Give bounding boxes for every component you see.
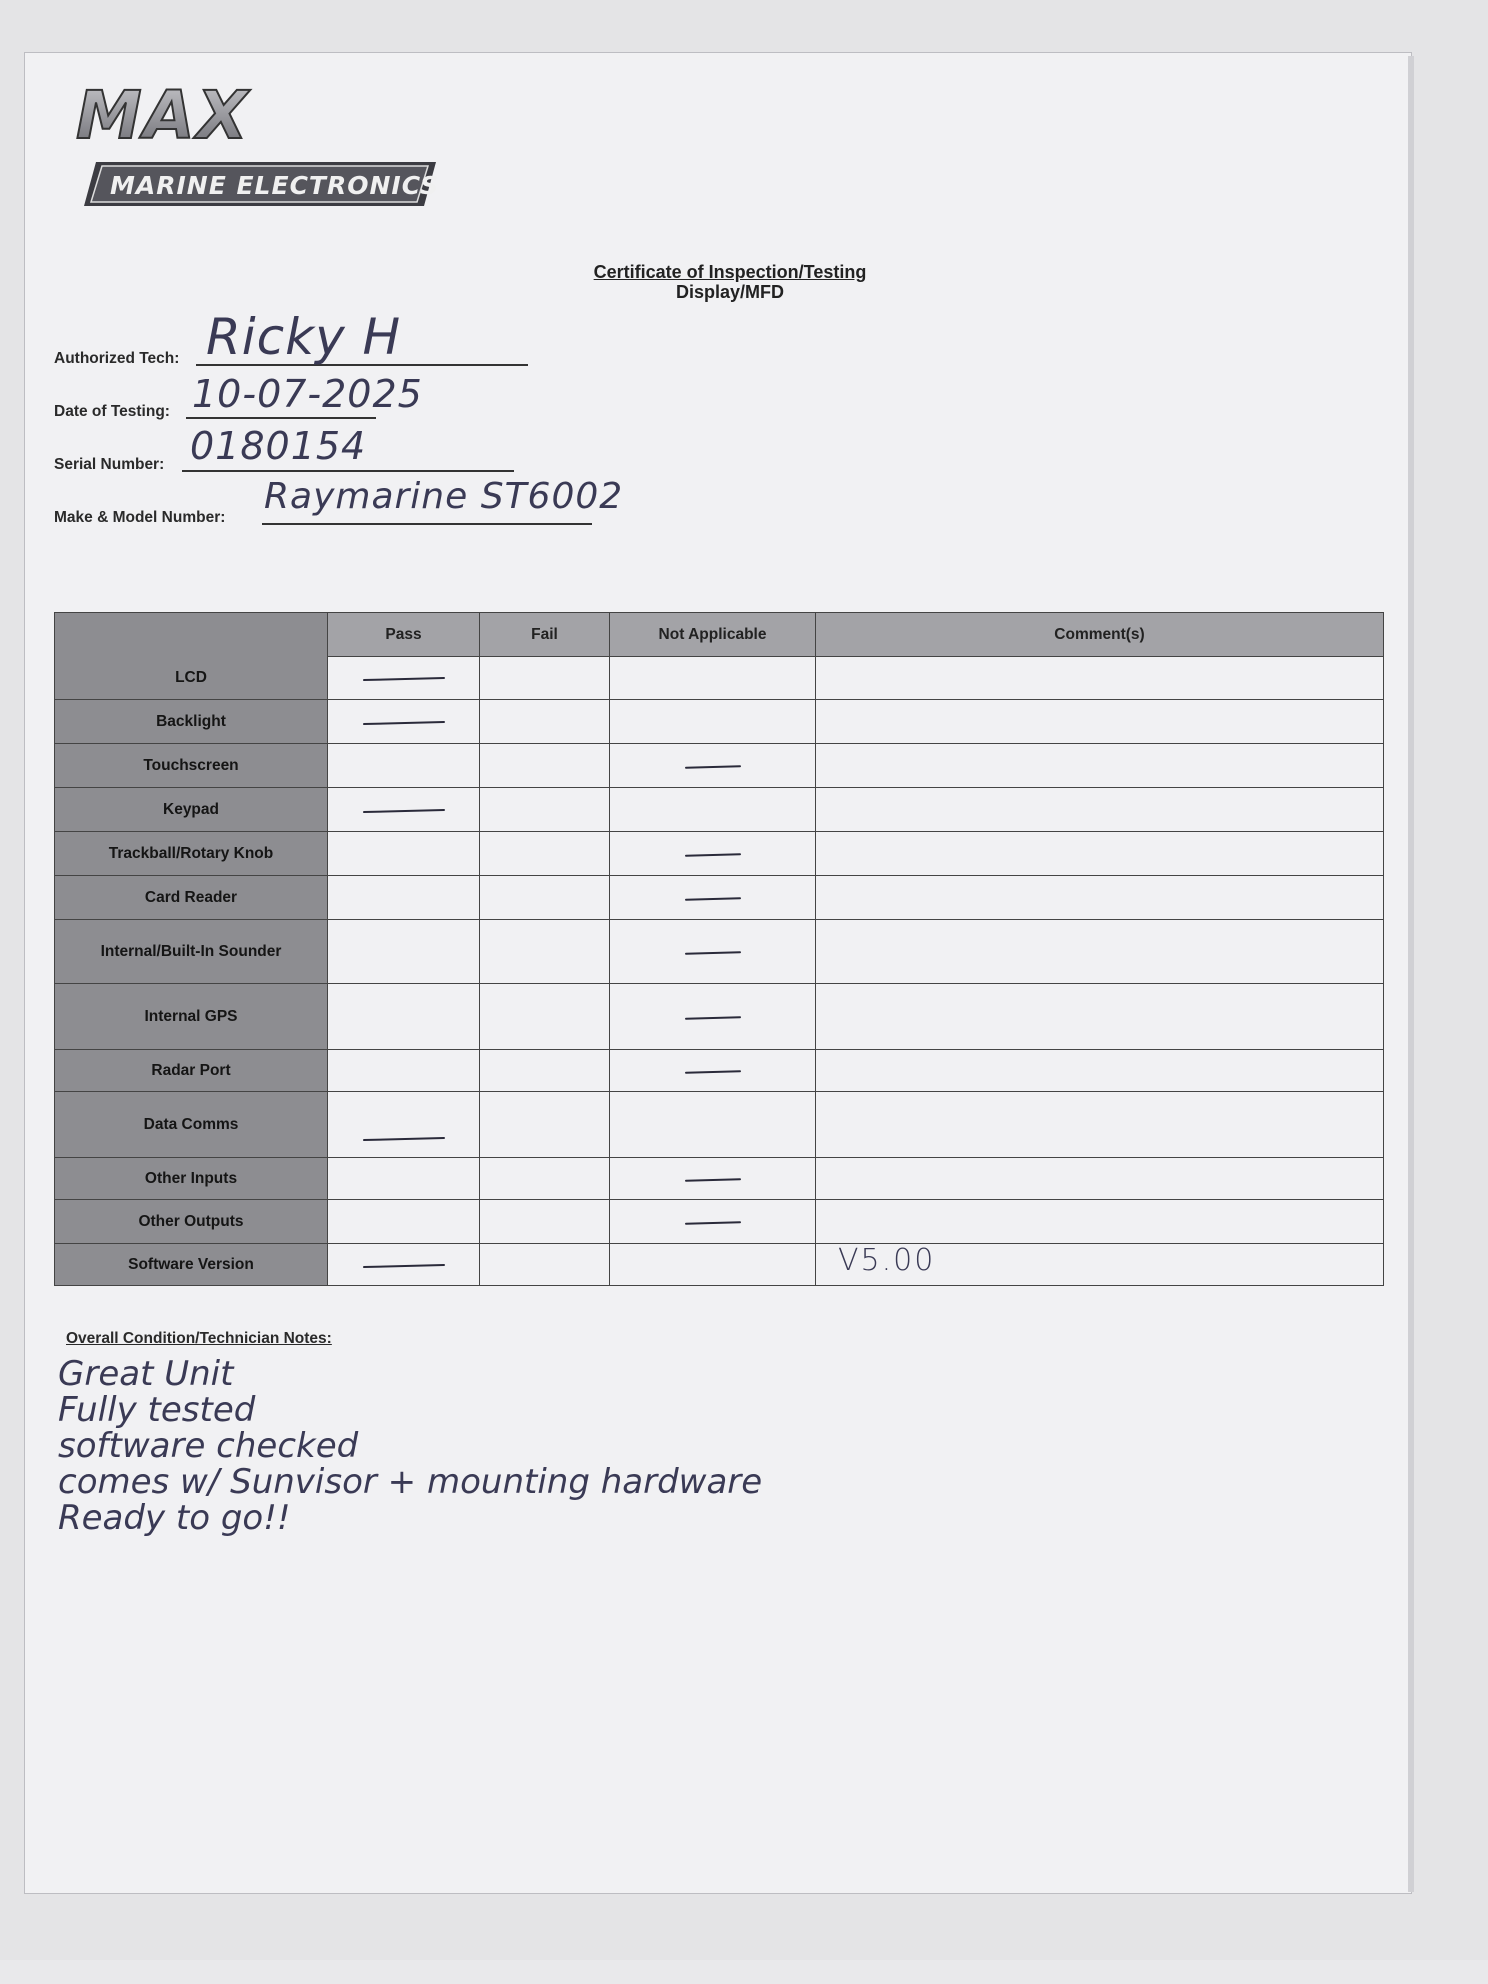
pass-cell[interactable]: [328, 1092, 480, 1158]
background-surface: [0, 1960, 1488, 1984]
date-label: Date of Testing:: [54, 403, 170, 420]
note-line: software checked: [58, 1426, 359, 1466]
model-underline: [262, 523, 592, 525]
comment-cell[interactable]: [816, 1244, 1384, 1286]
pass-cell[interactable]: [328, 1050, 480, 1092]
table-header-row: [54, 612, 1384, 657]
comment-cell[interactable]: [816, 1158, 1384, 1200]
date-underline: [186, 417, 376, 419]
table-row: [54, 1092, 1384, 1158]
row-label: [54, 1158, 328, 1200]
na-cell[interactable]: [610, 1244, 816, 1286]
na-cell[interactable]: [610, 1200, 816, 1244]
table-row: [54, 700, 1384, 744]
note-line: Ready to go!!: [58, 1498, 291, 1538]
comment-text: V5.00: [838, 1243, 936, 1278]
check-mark: [685, 951, 741, 954]
note-line: Fully tested: [58, 1390, 256, 1430]
pass-cell[interactable]: [328, 744, 480, 788]
comment-cell[interactable]: [816, 920, 1384, 984]
na-cell[interactable]: [610, 1050, 816, 1092]
na-cell[interactable]: [610, 788, 816, 832]
header-comments: Comment(s): [816, 613, 1384, 657]
na-cell[interactable]: [610, 920, 816, 984]
na-cell[interactable]: [610, 984, 816, 1050]
header-not-applicable: Not Applicable: [610, 613, 816, 657]
row-label-text: Data Comms: [143, 1115, 239, 1133]
row-label-text: Internal GPS: [144, 1007, 238, 1025]
pass-cell[interactable]: [328, 700, 480, 744]
na-cell[interactable]: [610, 744, 816, 788]
check-mark: [685, 1178, 741, 1181]
fail-cell[interactable]: [480, 1244, 610, 1286]
comment-cell[interactable]: [816, 1200, 1384, 1244]
table-row: [54, 656, 1384, 700]
row-label-text: Trackball/Rotary Knob: [108, 844, 274, 862]
fail-cell[interactable]: [480, 744, 610, 788]
note-line: comes w/ Sunvisor + mounting hardware: [58, 1462, 763, 1502]
row-label-text: Other Outputs: [138, 1212, 244, 1230]
fail-cell[interactable]: [480, 1092, 610, 1158]
row-label-text: Radar Port: [151, 1061, 231, 1079]
row-label-text: Internal/Built-In Sounder: [100, 942, 282, 960]
comment-cell[interactable]: [816, 876, 1384, 920]
row-label-text: Touchscreen: [143, 756, 239, 774]
paper-edge: [1408, 56, 1414, 1892]
pass-cell[interactable]: [328, 656, 480, 700]
table-row: [54, 1050, 1384, 1092]
fail-cell[interactable]: [480, 1050, 610, 1092]
fail-cell[interactable]: [480, 1158, 610, 1200]
pass-cell[interactable]: [328, 1200, 480, 1244]
table-row: [54, 1244, 1384, 1286]
check-mark: [685, 765, 741, 768]
row-label: [54, 984, 328, 1050]
row-label: [54, 1200, 328, 1244]
notes-label: Overall Condition/Technician Notes:: [66, 1330, 332, 1347]
na-cell[interactable]: [610, 832, 816, 876]
fail-cell[interactable]: [480, 1200, 610, 1244]
serial-underline: [182, 470, 514, 472]
row-label: [54, 744, 328, 788]
row-label-text: Backlight: [156, 712, 226, 730]
document-title: [430, 262, 1030, 302]
comment-cell[interactable]: [816, 788, 1384, 832]
table-row: [54, 788, 1384, 832]
table-row: [54, 984, 1384, 1050]
row-label: [54, 920, 328, 984]
comment-cell[interactable]: [816, 1050, 1384, 1092]
row-label-text: Keypad: [163, 800, 219, 818]
note-line: Great Unit: [58, 1354, 234, 1394]
row-label: [54, 1244, 328, 1286]
model-label: Make & Model Number:: [54, 509, 226, 526]
row-label: [54, 1092, 328, 1158]
date-value[interactable]: 10-07-2025: [192, 372, 423, 416]
serial-value[interactable]: 0180154: [190, 424, 367, 468]
na-cell[interactable]: [610, 700, 816, 744]
comment-cell[interactable]: [816, 1092, 1384, 1158]
check-mark: [363, 1137, 445, 1141]
row-label-text: Card Reader: [144, 888, 238, 906]
title-line-2: Display/MFD: [675, 282, 785, 302]
header-fail: Fail: [480, 613, 610, 657]
header-pass: Pass: [328, 613, 480, 657]
fail-cell[interactable]: [480, 832, 610, 876]
fail-cell[interactable]: [480, 788, 610, 832]
row-label: [54, 700, 328, 744]
check-mark: [363, 809, 445, 813]
row-label-text: Other Inputs: [144, 1169, 238, 1187]
na-cell[interactable]: [610, 1092, 816, 1158]
pass-cell[interactable]: [328, 1158, 480, 1200]
pass-cell[interactable]: [328, 920, 480, 984]
row-label-text: Software Version: [128, 1255, 254, 1273]
title-line-1: Certificate of Inspection/Testing: [593, 262, 867, 282]
serial-label: Serial Number:: [54, 456, 165, 473]
row-label: [54, 1050, 328, 1092]
fail-cell[interactable]: [480, 984, 610, 1050]
pass-cell[interactable]: [328, 788, 480, 832]
na-cell[interactable]: [610, 1158, 816, 1200]
fail-cell[interactable]: [480, 876, 610, 920]
row-label: [54, 656, 328, 700]
table-row: [54, 1158, 1384, 1200]
check-mark: [363, 721, 445, 725]
comment-cell[interactable]: [816, 744, 1384, 788]
table-row: [54, 744, 1384, 788]
na-cell[interactable]: [610, 876, 816, 920]
logo-subtitle-text: MARINE ELECTRONICS: [110, 171, 440, 200]
row-label: [54, 876, 328, 920]
row-label: [54, 788, 328, 832]
check-mark: [685, 897, 741, 900]
logo-max-text: MAX: [76, 77, 250, 154]
table-row: [54, 832, 1384, 876]
pass-cell[interactable]: [328, 984, 480, 1050]
comment-cell[interactable]: [816, 984, 1384, 1050]
row-label: [54, 832, 328, 876]
check-mark: [685, 853, 741, 856]
company-logo: [48, 58, 448, 208]
tech-value[interactable]: Ricky H: [206, 308, 402, 366]
comment-cell[interactable]: [816, 656, 1384, 700]
table-row: [54, 920, 1384, 984]
check-mark: [363, 677, 445, 681]
fail-cell[interactable]: [480, 920, 610, 984]
comment-cell[interactable]: [816, 700, 1384, 744]
fail-cell[interactable]: [480, 656, 610, 700]
fail-cell[interactable]: [480, 700, 610, 744]
pass-cell[interactable]: [328, 1244, 480, 1286]
pass-cell[interactable]: [328, 876, 480, 920]
check-mark: [363, 1264, 445, 1268]
table-row: [54, 876, 1384, 920]
header-blank: [54, 613, 328, 657]
pass-cell[interactable]: [328, 832, 480, 876]
model-value[interactable]: Raymarine ST6002: [264, 476, 624, 517]
check-mark: [685, 1070, 741, 1073]
tech-label: Authorized Tech:: [54, 350, 180, 367]
comment-cell[interactable]: [816, 832, 1384, 876]
table-row: [54, 1200, 1384, 1244]
na-cell[interactable]: [610, 656, 816, 700]
check-mark: [685, 1016, 741, 1019]
row-label-text: LCD: [175, 668, 207, 686]
check-mark: [685, 1221, 741, 1224]
